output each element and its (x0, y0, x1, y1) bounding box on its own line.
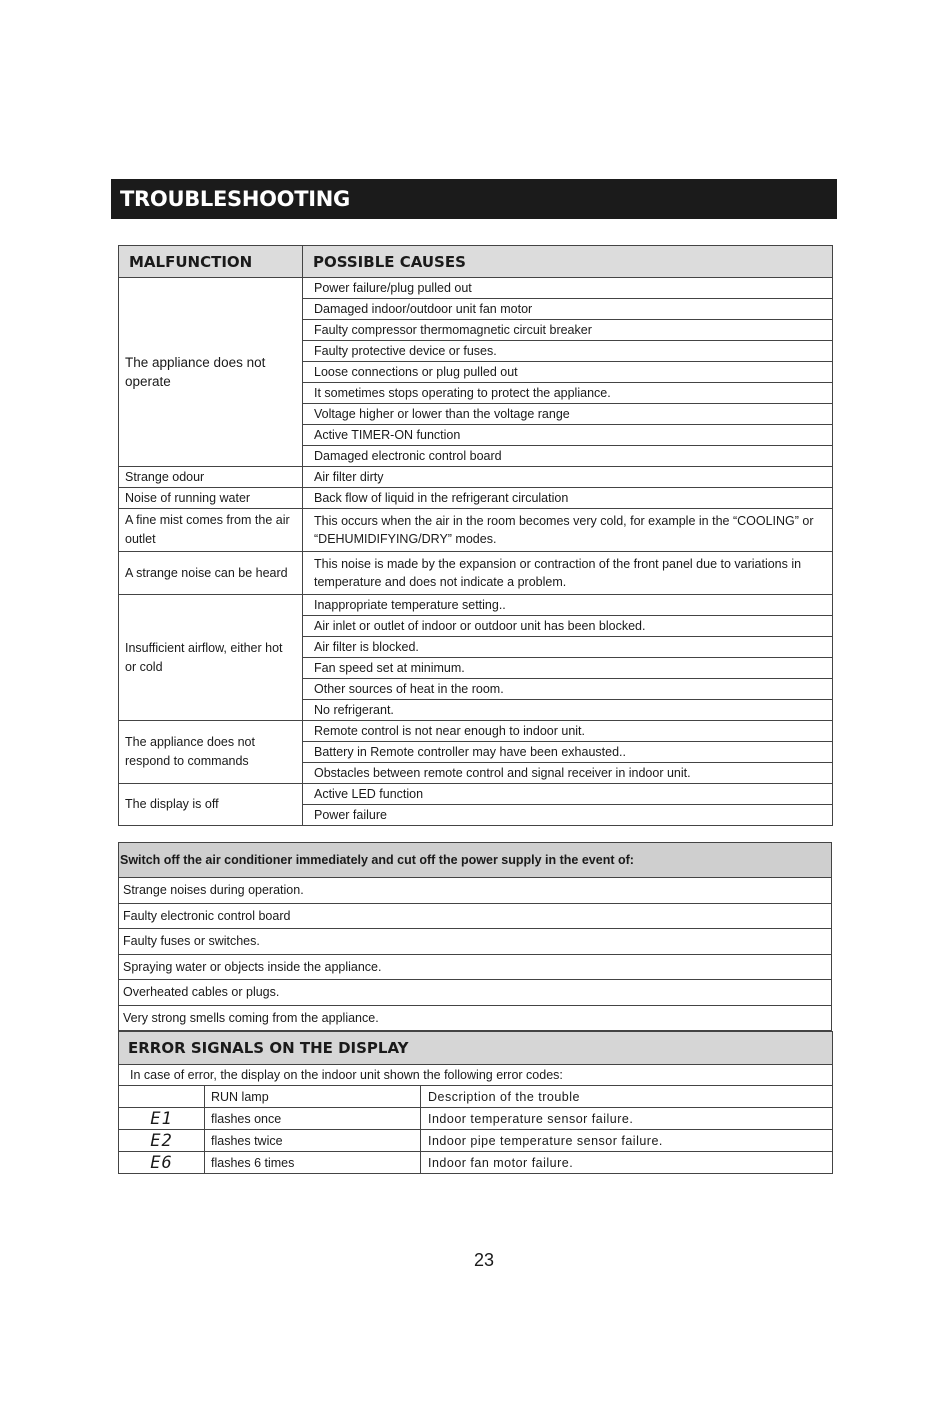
table-row (119, 595, 833, 616)
table-row (119, 1086, 833, 1108)
table-row (119, 278, 833, 299)
malfunction-cell: The appliance does not respond to commands (119, 721, 303, 784)
malfunction-cell: The appliance does not operate (119, 278, 303, 467)
table-row (119, 784, 833, 805)
switch-off-item: Faulty electronic control board (119, 903, 832, 929)
table-row (119, 1108, 833, 1130)
switch-off-header-row (119, 843, 832, 878)
error-section-header-row (119, 1032, 833, 1065)
cause-cell: Back flow of liquid in the refrigerant circulation (303, 488, 833, 509)
description-header: Description of the trouble (421, 1086, 833, 1108)
cause-cell: Faulty protective device or fuses. (303, 341, 833, 362)
switch-off-item: Spraying water or objects inside the appliance. (119, 954, 832, 980)
table-row (119, 1130, 833, 1152)
switch-off-item: Very strong smells coming from the appliance. (119, 1005, 832, 1031)
malfunction-cell: Noise of running water (119, 488, 303, 509)
possible-causes-header: POSSIBLE CAUSES (303, 246, 833, 278)
table-row (119, 488, 833, 509)
cause-cell: Damaged indoor/outdoor unit fan motor (303, 299, 833, 320)
table-row (119, 980, 832, 1006)
code-column-header (119, 1086, 205, 1108)
error-code: E6 (119, 1152, 205, 1174)
table-row (119, 1005, 832, 1031)
table-row (119, 1065, 833, 1086)
run-lamp-cell: flashes once (205, 1108, 421, 1130)
malfunction-cell: A fine mist comes from the air outlet (119, 509, 303, 552)
cause-cell: Loose connections or plug pulled out (303, 362, 833, 383)
cause-cell: Fan speed set at minimum. (303, 658, 833, 679)
cause-cell: This occurs when the air in the room becomes very cold, for example in the “COOLING” or “DEHUMIDIFYING/DRY” modes. (303, 509, 833, 552)
page-title: TROUBLESHOOTING (111, 179, 837, 219)
table-row (119, 721, 833, 742)
cause-cell: This noise is made by the expansion or contraction of the front panel due to variations in temperature and does not indicate a problem. (303, 552, 833, 595)
malfunction-cell: The display is off (119, 784, 303, 826)
error-description: Indoor fan motor failure. (421, 1152, 833, 1174)
malfunction-cell: A strange noise can be heard (119, 552, 303, 595)
malfunction-header: MALFUNCTION (119, 246, 303, 278)
cause-cell: Power failure/plug pulled out (303, 278, 833, 299)
error-signals-table (118, 1031, 833, 1174)
switch-off-item: Strange noises during operation. (119, 878, 832, 904)
run-lamp-cell: flashes twice (205, 1130, 421, 1152)
cause-cell: Active LED function (303, 784, 833, 805)
table-row (119, 929, 832, 955)
switch-off-heading: Switch off the air conditioner immediately and cut off the power supply in the event of: (119, 843, 832, 878)
cause-cell: Other sources of heat in the room. (303, 679, 833, 700)
error-code: E1 (119, 1108, 205, 1130)
cause-cell: Voltage higher or lower than the voltage range (303, 404, 833, 425)
run-lamp-cell: flashes 6 times (205, 1152, 421, 1174)
cause-cell: Remote control is not near enough to indoor unit. (303, 721, 833, 742)
cause-cell: Faulty compressor thermomagnetic circuit breaker (303, 320, 833, 341)
cause-cell: Air inlet or outlet of indoor or outdoor unit has been blocked. (303, 616, 833, 637)
table-row (119, 903, 832, 929)
cause-cell: Power failure (303, 805, 833, 826)
troubleshooting-table (118, 245, 833, 826)
table-row (119, 1152, 833, 1174)
cause-cell: Air filter dirty (303, 467, 833, 488)
malfunction-cell: Strange odour (119, 467, 303, 488)
error-description: Indoor pipe temperature sensor failure. (421, 1130, 833, 1152)
error-description: Indoor temperature sensor failure. (421, 1108, 833, 1130)
cause-cell: Battery in Remote controller may have been exhausted.. (303, 742, 833, 763)
table-row (119, 552, 833, 595)
page-number: 23 (473, 1250, 495, 1270)
table-row (119, 509, 833, 552)
error-intro-text: In case of error, the display on the indoor unit shown the following error codes: (119, 1065, 833, 1086)
table-row (119, 467, 833, 488)
malfunction-cell: Insufficient airflow, either hot or cold (119, 595, 303, 721)
error-code: E2 (119, 1130, 205, 1152)
switch-off-item: Faulty fuses or switches. (119, 929, 832, 955)
cause-cell: Obstacles between remote control and signal receiver in indoor unit. (303, 763, 833, 784)
table-row (119, 878, 832, 904)
error-signals-heading: ERROR SIGNALS ON THE DISPLAY (119, 1032, 833, 1065)
cause-cell: Damaged electronic control board (303, 446, 833, 467)
switch-off-item: Overheated cables or plugs. (119, 980, 832, 1006)
run-lamp-header: RUN lamp (205, 1086, 421, 1108)
cause-cell: No refrigerant. (303, 700, 833, 721)
cause-cell: Active TIMER-ON function (303, 425, 833, 446)
table-header-row (119, 246, 833, 278)
cause-cell: Inappropriate temperature setting.. (303, 595, 833, 616)
cause-cell: Air filter is blocked. (303, 637, 833, 658)
cause-cell: It sometimes stops operating to protect the appliance. (303, 383, 833, 404)
table-row (119, 954, 832, 980)
switch-off-table (118, 842, 832, 1031)
